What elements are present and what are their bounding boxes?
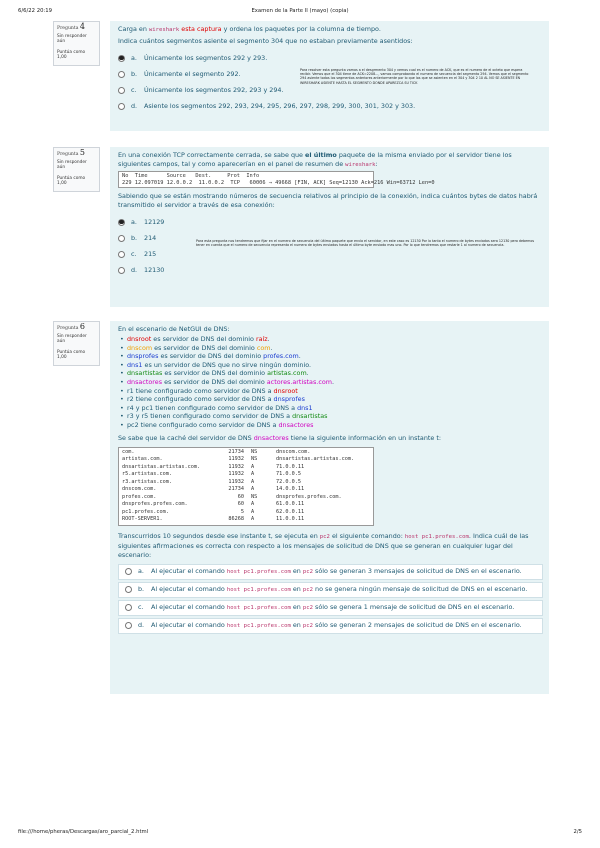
question-status: Sin responder aún <box>57 333 87 345</box>
radio-icon[interactable] <box>118 87 125 94</box>
print-footer <box>18 829 582 839</box>
answer-option-a[interactable]: a. Al ejecutar el comando host pc1.profes.com en pc2 sólo se generan 3 mensajes de solicitud de DNS en el escenario. <box>118 564 543 580</box>
answer-option-b[interactable]: b. 214 <box>118 230 543 246</box>
cache-intro: Se sabe que la caché del servidor de DNS dnsactores tiene la siguiente información en un instante t: <box>118 433 441 442</box>
radio-selected-icon[interactable] <box>118 55 125 62</box>
question-text: En una conexión TCP correctamente cerrada, se sabe que el último paquete de la misma enviado por el servidor tiene los siguientes campos, tal y como aparecerían en el panel de resumen de wireshark: <box>118 151 512 168</box>
answer-list <box>118 564 543 634</box>
radio-icon[interactable] <box>118 235 125 242</box>
question-info <box>53 147 100 192</box>
cache-row: profes.com. 60 NS dnsprofes.profes.com. <box>122 493 342 500</box>
cache-row: dnscom.com. 21734 A 14.0.0.11 <box>122 486 305 493</box>
answer-option-c[interactable]: c. 215 <box>118 246 543 262</box>
question-content <box>110 147 549 307</box>
scenario-item: • dnsroot es servidor de DNS del dominio raíz. <box>118 335 543 344</box>
radio-icon[interactable] <box>118 71 125 78</box>
question-prompt: Indica cuántos segmentos asiente el segmento 304 que no estaban previamente asentidos: <box>118 37 413 45</box>
question-score: Puntúa como 1,00 <box>57 349 86 361</box>
scenario-item: • r3 y r5 tienen configurado como servidor de DNS a dnsartistas <box>118 412 543 421</box>
scenario-item: • dnsprofes es servidor de DNS del dominio profes.com. <box>118 352 543 361</box>
scenario-item: • r2 tiene configurado como servidor de DNS a dnsprofes <box>118 395 543 404</box>
packet-header-row: No Time Source Dest. Prot Info <box>122 173 260 179</box>
scenario-intro: En el escenario de NetGUI de DNS: <box>118 325 230 333</box>
question-number: Pregunta 6 <box>57 322 86 331</box>
radio-icon[interactable] <box>118 267 125 274</box>
answer-option-d[interactable]: d. Asiente los segmentos 292, 293, 294, 295, 296, 297, 298, 299, 300, 301, 302 y 303. <box>118 98 543 114</box>
print-header <box>18 8 582 18</box>
answer-option-b[interactable]: b. Al ejecutar el comando host pc1.profes.com en pc2 no se genera ningún mensaje de solicitud de DNS en el escenario. <box>118 582 543 598</box>
cache-row: artistas.com. 11932 NS dnsartistas.artistas.com. <box>122 456 355 463</box>
question-score: Puntúa como 1,00 <box>57 175 86 187</box>
radio-icon[interactable] <box>118 251 125 258</box>
question-info <box>53 321 100 366</box>
capture-link[interactable]: esta captura <box>181 25 222 33</box>
answer-option-c[interactable]: c. Únicamente los segmentos 292, 293 y 294. <box>118 82 543 98</box>
scenario-item: • r1 tiene configurado como servidor de DNS a dnsroot <box>118 387 543 396</box>
scenario-item: • r4 y pc1 tienen configurado como servidor de DNS a dns1 <box>118 404 543 413</box>
question-number: Pregunta 5 <box>57 148 86 157</box>
radio-icon[interactable] <box>125 604 132 611</box>
wireshark-code: wireshark <box>345 162 376 168</box>
cache-row: ROOT-SERVER1. 86268 A 11.0.0.11 <box>122 516 305 523</box>
scenario-item: • dns1 es un servidor de DNS que no sirve ningún dominio. <box>118 361 543 370</box>
radio-icon[interactable] <box>125 568 132 575</box>
radio-icon[interactable] <box>125 622 132 629</box>
packet-data-row: 229 12.097019 12.0.0.2 11.0.0.2 TCP 60006 → 49668 [FIN, ACK] Seq=12130 Ack=216 Win=63712 Len=0 <box>122 179 435 186</box>
print-page-number: 2/5 <box>573 829 582 835</box>
question-info <box>53 21 100 66</box>
packet-summary <box>118 171 435 188</box>
scenario-item: • dnsartistas es servidor de DNS del dominio artistas.com. <box>118 369 543 378</box>
question-prompt: Sabiendo que se están mostrando números de secuencia relativos al principio de la conexión, indica cuántos bytes de datos habrá transmitido el servidor a través de esa conexión: <box>118 192 538 209</box>
cache-row: pc1.profes.com. 5 A 62.0.0.11 <box>122 508 305 515</box>
print-path: file:///home/pheras/Descargas/aro_parcial_2.html <box>18 829 149 835</box>
question-status: Sin responder aún <box>57 33 87 45</box>
answer-option-c[interactable]: c. Al ejecutar el comando host pc1.profes.com en pc2 sólo se genera 1 mensaje de solicitud de DNS en el escenario. <box>118 600 543 616</box>
cache-row: com. 21734 NS dnscom.com. <box>122 448 311 455</box>
cache-row: r3.artistas.com. 11932 A 72.0.0.5 <box>122 478 301 485</box>
scenario-item: • dnsactores es servidor de DNS del dominio actores.artistas.com. <box>118 378 543 387</box>
scenario-item: • pc2 tiene configurado como servidor de DNS a dnsactores <box>118 421 543 430</box>
print-datetime: 6/6/22 20:19 <box>18 8 52 14</box>
print-title: Examen de la Parte II (mayo) (copia) <box>251 8 349 14</box>
scenario-item: • dnscom es servidor de DNS del dominio com. <box>118 344 543 353</box>
cache-row: dnsprofes.profes.com. 60 A 61.0.0.11 <box>122 501 305 508</box>
answer-option-d[interactable]: d. Al ejecutar el comando host pc1.profes.com en pc2 sólo se generan 2 mensajes de solicitud de DNS en el escenario. <box>118 618 543 634</box>
answer-option-d[interactable]: d. 12130 <box>118 262 543 278</box>
question-number: Pregunta 4 <box>57 22 86 31</box>
question-content <box>110 321 549 694</box>
feedback-note: Para resolver esta pregunta vamos a el desgrmento 304 y vemos cual es el numero de ACK, que es el numero de el octeto que espera recibir. Vemos que el 304 tiene de ACK=2208..., vamos comprobando el numero de secuencia del segmento 294. Vemos que el segmento 294 asiente todos los segmentos anteriores anteriormente por lo que los que se asienten en el 304 y 304 2 10 AL NO SE ASIENTE EN WIRESHARK ASIENTE HASTA EL SEGMENTO DONDE APAREZCA SU TICK <box>300 68 529 85</box>
radio-icon[interactable] <box>125 586 132 593</box>
question-content <box>110 21 549 131</box>
question-score: Puntúa como 1,00 <box>57 49 86 61</box>
cache-row: r5.artistas.com. 11932 A 71.0.0.5 <box>122 471 301 478</box>
answer-option-a[interactable]: a. Únicamente los segmentos 292 y 293. <box>118 50 543 66</box>
answer-option-a[interactable]: a. 12129 <box>118 214 543 230</box>
question-prompt: Transcurridos 10 segundos desde ese instante t, se ejecuta en pc2 el siguiente comando: host pc1.profes.com. Indica cuál de las siguientes afirmaciones es correcta con respecto a los mensajes de solicitud de DNS que se generan en cualquier lugar del escenario: <box>118 531 529 559</box>
scenario-list <box>118 335 543 430</box>
question-status: Sin responder aún <box>57 159 87 171</box>
cache-row: dnsartistas.artistas.com. 11932 A 71.0.0.11 <box>122 463 305 470</box>
wireshark-code: wireshark <box>148 27 180 33</box>
dns-cache-table <box>118 447 374 526</box>
radio-selected-icon[interactable] <box>118 219 125 226</box>
answer-option-b[interactable]: b. Únicamente el segmento 292. <box>118 66 543 82</box>
radio-icon[interactable] <box>118 103 125 110</box>
question-text: Carga en wireshark esta captura y ordena los paquetes por la columna de tiempo. <box>118 25 381 33</box>
feedback-note: Para esta pregunta nos tendremos que fijar en el numero de secuencia del último paquete que envía el servidor, en este caso es 12130 Por lo tanto el numero de bytes enviados sera 12130 pero debemos tener en cuenta que el numero de secuencia representa el numero de bytes enviados hasta el último byte enviado mas uno. Por lo que tendremos que restarle 1 al numero de secuencia. <box>196 239 535 248</box>
